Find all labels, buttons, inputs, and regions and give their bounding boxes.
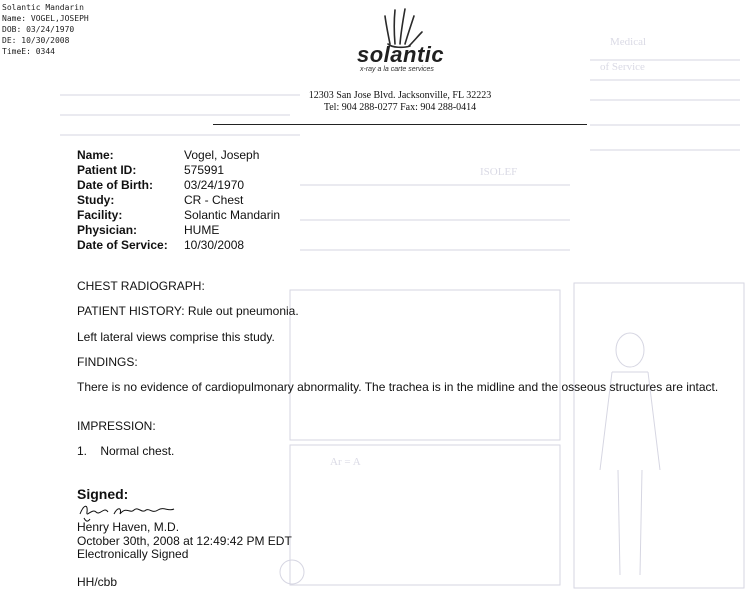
field-label: Patient ID:	[77, 163, 137, 177]
signed-datetime: October 30th, 2008 at 12:49:42 PM EDT	[77, 533, 292, 548]
field-value: 575991	[184, 163, 225, 177]
study-views: Left lateral views comprise this study.	[77, 330, 275, 344]
patient-info-row	[77, 193, 280, 208]
field-value: CR - Chest	[184, 193, 244, 207]
svg-text:Ar = A: Ar = A	[330, 456, 361, 468]
patient-info-row	[77, 208, 280, 223]
field-label: Date of Birth:	[77, 178, 153, 192]
findings-text: There is no evidence of cardiopulmonary abnormality. The trachea is in the midline and the osseous structures are intact.	[77, 380, 719, 394]
fax-header-line: DE: 10/30/2008	[2, 36, 70, 45]
transcription-initials: HH/cbb	[77, 575, 118, 589]
brand-tagline: x-ray a la carte services	[360, 66, 434, 73]
svg-text:Medical: Medical	[610, 36, 647, 48]
physician-name: Henry Haven, M.D.	[77, 520, 180, 534]
fax-header-line: Solantic Mandarin	[2, 3, 84, 12]
patient-info-row	[77, 148, 280, 163]
field-value: Solantic Mandarin	[184, 208, 281, 222]
patient-history: PATIENT HISTORY: Rule out pneumonia.	[77, 304, 299, 318]
field-value: Vogel, Joseph	[184, 148, 260, 162]
field-label: Facility:	[77, 208, 123, 222]
svg-text:of Service: of Service	[600, 61, 645, 73]
patient-info-row	[77, 178, 280, 193]
field-value: 03/24/1970	[184, 178, 245, 192]
field-value: 10/30/2008	[184, 238, 245, 252]
phone-line: Tel: 904 288-0277 Fax: 904 288-0414	[323, 102, 477, 113]
findings-heading: FINDINGS:	[77, 355, 138, 369]
fax-header-line: Name: VOGEL,JOSEPH	[2, 14, 89, 23]
impression-heading: IMPRESSION:	[77, 419, 156, 433]
brand-name: solantic	[357, 42, 445, 67]
impression-text: 1. Normal chest.	[77, 444, 175, 458]
field-label: Study:	[77, 193, 115, 207]
patient-info-row	[77, 238, 280, 253]
svg-text:ISOLEF: ISOLEF	[480, 166, 518, 178]
field-label: Physician:	[77, 223, 138, 237]
patient-info-row	[77, 163, 280, 178]
signed-label: Signed:	[77, 486, 129, 502]
letterhead-address	[240, 90, 560, 114]
fax-header-line: TimeE: 0344	[2, 47, 55, 56]
signature-block	[77, 521, 292, 562]
field-value: HUME	[184, 223, 220, 237]
field-label: Name:	[77, 148, 114, 162]
signature-method: Electronically Signed	[77, 547, 189, 561]
address-line: 12303 San Jose Blvd. Jacksonville, FL 32223	[308, 90, 492, 101]
report-heading: CHEST RADIOGRAPH:	[77, 279, 205, 293]
header-divider	[213, 124, 587, 125]
fax-header	[2, 2, 89, 57]
field-label: Date of Service:	[77, 238, 168, 252]
fax-header-line: DOB: 03/24/1970	[2, 25, 75, 34]
patient-info-row	[77, 223, 280, 238]
patient-info-block	[77, 148, 280, 253]
